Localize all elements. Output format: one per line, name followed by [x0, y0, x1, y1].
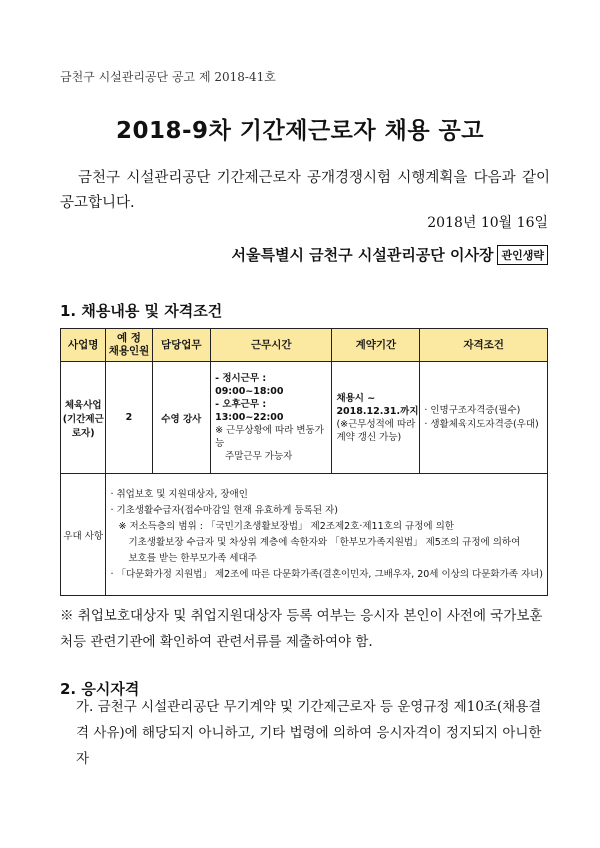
announcement-date: 2018년 10월 16일: [427, 215, 548, 231]
registration-note: ※ 취업보호대상자 및 취업지원대상자 등록 여부는 응시자 본인이 사전에 국가보훈처등 관련기관에 확인하여 관련서류를 제출하여야 함.: [60, 608, 543, 650]
preference-line: ※ 저소득층의 범위 : 「국민기초생활보장법」 제2조제2호·제11호의 규정에 의한: [118, 520, 454, 532]
contract-line-3: (※근무성적에 따라: [336, 418, 416, 430]
header-hours: 근무시간: [211, 329, 332, 362]
hours-pm: - 오후근무 : 13:00~22:00: [215, 399, 284, 423]
contract-line-2: 2018.12.31.까지: [336, 405, 419, 417]
preference-line: 기초생활보장 수급자 및 차상위 계층에 속한자와 「한부모가족지원법」 제5조의 규정에 의하여: [128, 536, 521, 548]
contract-line-4: 계약 갱신 가능): [336, 431, 402, 443]
hours-note-1: ※ 근무상황에 따라 변동가능: [215, 425, 324, 449]
recruitment-table: [60, 328, 548, 596]
hours-note-2: 주말근무 가능자: [225, 451, 293, 462]
preference-row: [61, 474, 548, 596]
section-2-heading: 2. 응시자격: [60, 680, 140, 698]
preference-line: · 기초생활수급자(접수마감일 현재 유효하게 등록된 자): [110, 504, 338, 516]
business-line-1: 체육사업: [64, 399, 102, 411]
cell-hours: [211, 362, 332, 474]
signatory-block: [231, 244, 548, 265]
cell-duty: 수영 강사: [152, 362, 211, 474]
preference-line: 보호를 받는 한부모가족 세대주: [128, 552, 257, 564]
intro-paragraph: 금천구 시설관리공단 기간제근로자 공개경쟁시험 시행계획을 다음과 같이 공고합니다.: [60, 170, 550, 211]
eligibility-item-ga: 가. 금천구 시설관리공단 무기계약 및 기간제근로자 등 운영규정 제10조(채용결격 사유)에 해당되지 아니하고, 기타 법령에 의하여 응시자격이 정지되지 아니한 자: [76, 699, 542, 767]
table-row: [61, 362, 548, 474]
cell-preference-content: [106, 474, 548, 596]
preference-line: · 취업보호 및 지원대상자, 장애인: [110, 488, 248, 500]
header-quota-line-1: 예 정: [117, 332, 141, 344]
business-line-2: (기간제근로자): [62, 413, 104, 439]
preference-line: · 「다문화가정 지원법」 제2조에 따른 다문화가족(결혼이민자, 그배우자, 20세 이상의 다문화가족 자녀): [110, 568, 543, 580]
page-title: 2018-9차 기간제근로자 채용 공고: [116, 118, 484, 144]
cell-quota: 2: [106, 362, 152, 474]
header-duty: 담당업무: [152, 329, 211, 362]
notice-number: 금천구 시설관리공단 공고 제 2018-41호: [60, 70, 276, 84]
qualification-1: · 인명구조자격증(필수): [424, 404, 521, 416]
cell-preference-label: 우대 사항: [61, 474, 106, 596]
official-seal: 관인생략: [497, 245, 548, 265]
cell-business: [61, 362, 106, 474]
cell-contract: [332, 362, 420, 474]
header-qualification: 자격조건: [420, 329, 548, 362]
header-quota-line-2: 채용인원: [108, 345, 150, 357]
hours-am: - 정시근무 : 09:00~18:00: [215, 373, 284, 397]
signatory-name: 서울특별시 금천구 시설관리공단 이사장: [231, 246, 494, 264]
cell-qualification: [420, 362, 548, 474]
table-header-row: [61, 329, 548, 362]
qualification-2: · 생활체육지도자격증(우대): [424, 418, 539, 430]
section-1-heading: 1. 채용내용 및 자격조건: [60, 302, 223, 320]
header-contract: 계약기간: [332, 329, 420, 362]
contract-line-1: 채용시 ~: [336, 392, 376, 404]
header-quota: [106, 329, 152, 362]
header-business: 사업명: [61, 329, 106, 362]
